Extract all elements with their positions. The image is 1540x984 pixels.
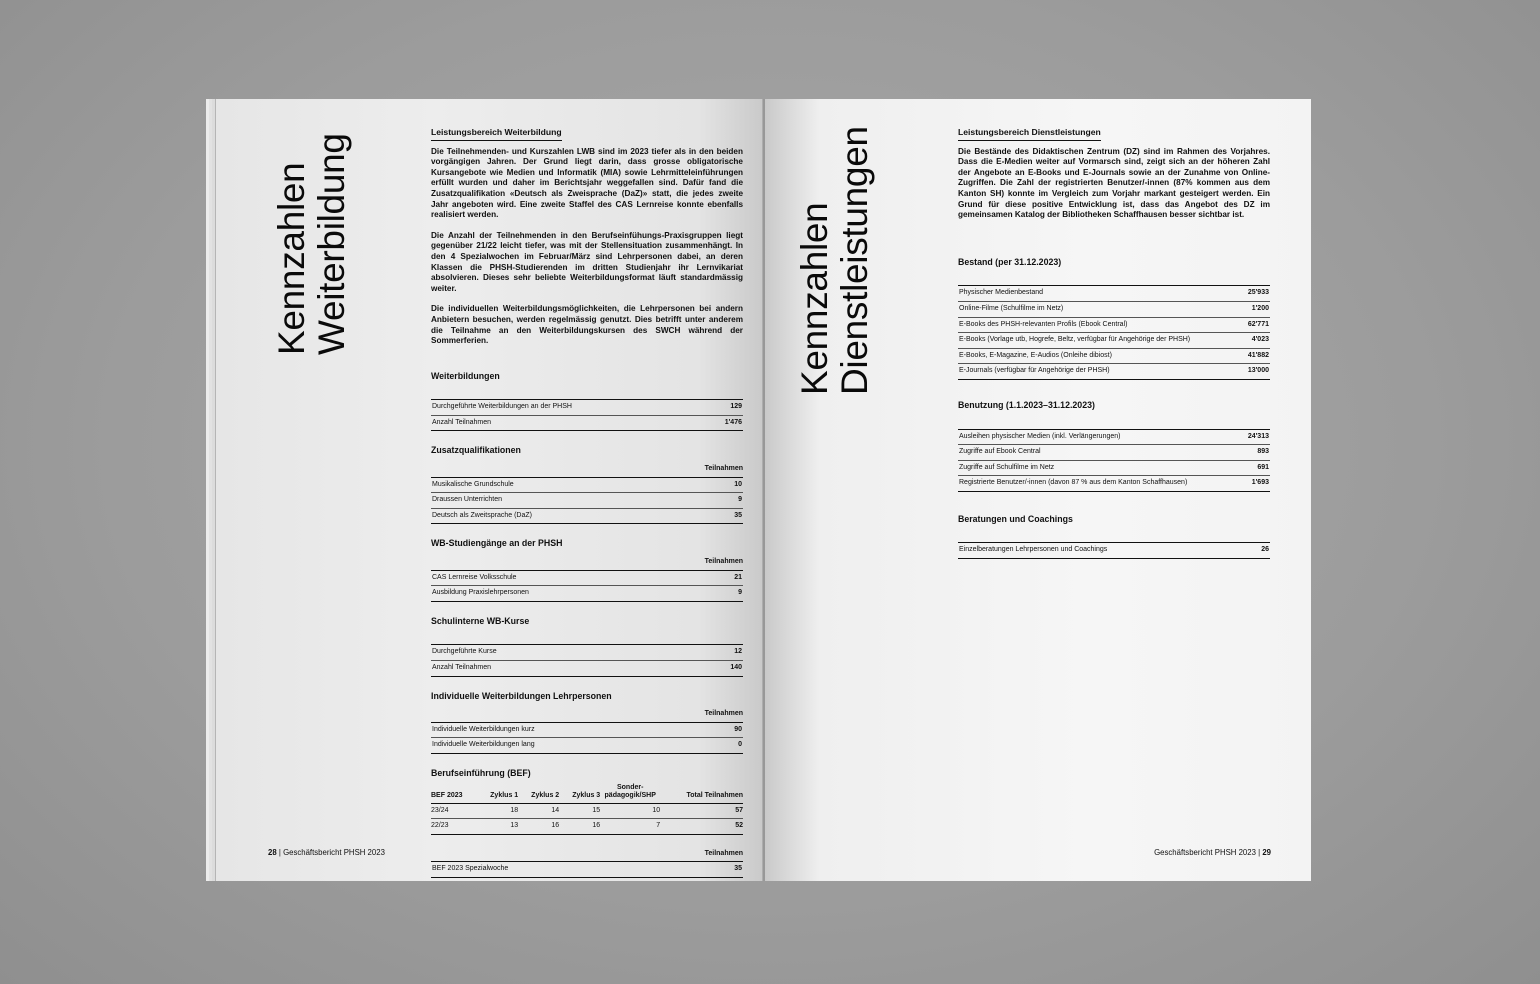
row-label: Zugriffe auf Ebook Central (958, 445, 1241, 461)
table-row (431, 738, 743, 754)
weiterbildungen-title: Weiterbildungen (431, 370, 500, 381)
row-value: 35 (708, 862, 743, 878)
bef-cell: 13 (477, 819, 518, 835)
right-folio (1154, 848, 1271, 857)
row-label: Online-Filme (Schulfilme im Netz) (958, 301, 1242, 317)
paragraph: Die Bestände des Didaktischen Zentrum (DZ) sind im Rahmen des Vorjahres. Dass die E-Medien weiter auf Vormarsch sind, zeigt sich an der höheren Zahl der Angebote an E-Books und E-Journals sowie an der Zunahme von Online-Zugriffen. Die Zahl der registrierten Benutzer/-innen (87% kommen aus dem Kanton SH) konnte im Vergleich zum Vorjahr markant gesteigert werden. Ein Grund für diese positive Entwicklung ist, dass das Angebot des DZ im gemeinsamen Katalog der Bibliotheken Schaffhausen besser sichtbar ist. (958, 146, 1270, 220)
row-label: Anzahl Teilnahmen (431, 415, 706, 431)
table-row (958, 445, 1270, 461)
zusatz-title: Zusatzqualifikationen (431, 445, 521, 456)
left-title-line2: Weiterbildung (311, 133, 352, 355)
row-value: 13'000 (1242, 364, 1270, 380)
row-label: Zugriffe auf Schulfilme im Netz (958, 460, 1241, 476)
column-header: Teilnahmen (704, 710, 743, 718)
wbstudien-title: WB-Studiengänge an der PHSH (431, 538, 563, 549)
right-page (765, 99, 1311, 881)
row-value: 21 (715, 570, 743, 586)
row-value: 1'693 (1241, 476, 1270, 492)
row-label: E-Books (Vorlage utb, Hogrefe, Beltz, verfügbar für Angehörige der PHSH) (958, 333, 1242, 349)
right-vertical-title (795, 125, 875, 395)
right-title-line2: Dienstleistungen (834, 126, 875, 395)
row-label: Durchgeführte Weiterbildungen an der PHSH (431, 400, 706, 416)
bestand-table (958, 285, 1270, 380)
paragraph: Die Anzahl der Teilnehmenden in den Berufseinfühungs-Praxisgruppen liegt gegenüber 21/22 leicht tiefer, was mit der Stellensituation zusammenhängt. In den 4 Spezialwochen im Februar/März sind Lehrpersonen dabei, an deren Klassen die PHSH-Studierenden im dritten Studienjahr ihr Lernvikariat absolvieren. Dieses sehr beliebte Weiterbildungsformat läuft standardmässig weiter. (431, 230, 743, 293)
row-label: E-Books des PHSH-relevanten Profils (Ebook Central) (958, 317, 1242, 333)
table-row (431, 819, 743, 835)
row-value: 10 (715, 477, 743, 493)
zusatz-table (431, 477, 743, 525)
bef-header: Zyklus 1 (477, 783, 518, 804)
column-header: Teilnahmen (704, 558, 743, 566)
row-value: 691 (1241, 460, 1270, 476)
row-value: 9 (715, 586, 743, 602)
table-row (958, 348, 1270, 364)
benutzung-title: Benutzung (1.1.2023–31.12.2023) (958, 399, 1095, 410)
row-value: 35 (715, 508, 743, 524)
page-number: 28 (268, 848, 277, 857)
section-label: Leistungsbereich Weiterbildung (431, 127, 562, 141)
schulintern-title: Schulinterne WB-Kurse (431, 615, 530, 626)
table-row (958, 364, 1270, 380)
row-value: 24'313 (1241, 429, 1270, 445)
table-row (431, 645, 743, 661)
row-value: 12 (689, 645, 743, 661)
bef-header: BEF 2023 (431, 783, 477, 804)
row-label: CAS Lernreise Volksschule (431, 570, 715, 586)
bestand-title: Bestand (per 31.12.2023) (958, 256, 1062, 267)
row-value: 62'771 (1242, 317, 1270, 333)
bef-header: Total Teilnahmen (660, 783, 743, 804)
row-label: Individuelle Weiterbildungen lang (431, 738, 716, 754)
left-folio (268, 848, 385, 857)
bef-cell: 52 (660, 819, 743, 835)
left-vertical-title (272, 125, 352, 355)
row-label: BEF 2023 Spezialwoche (431, 862, 708, 878)
row-value: 90 (716, 722, 743, 738)
left-title-line1: Kennzahlen (271, 162, 312, 355)
table-row (431, 570, 743, 586)
row-value: 9 (715, 493, 743, 509)
row-label: Registrierte Benutzer/-innen (davon 87 % aus dem Kanton Schaffhausen) (958, 476, 1241, 492)
bef-spezial-table (431, 861, 743, 878)
folio-text: Geschäftsbericht PHSH 2023 (1154, 848, 1256, 857)
row-label: Anzahl Teilnahmen (431, 661, 689, 677)
row-label: Durchgeführte Kurse (431, 645, 689, 661)
table-row (431, 803, 743, 819)
folio-separator: | (1258, 848, 1263, 857)
beratungen-title: Beratungen und Coachings (958, 513, 1073, 524)
row-value: 893 (1241, 445, 1270, 461)
folio-separator: | (278, 848, 284, 857)
row-value: 1'476 (706, 415, 744, 431)
table-row (958, 333, 1270, 349)
table-row (958, 476, 1270, 492)
right-content-column (958, 127, 1270, 559)
column-header: Teilnahmen (704, 849, 743, 857)
row-label: E-Books, E-Magazine, E-Audios (Onleihe dibiost) (958, 348, 1242, 364)
paragraph: Die individuellen Weiterbildungsmöglichkeiten, die Lehrpersonen bei andern Anbietern besuchen, werden regelmässig genutzt. Dies betrifft unter anderem die Teilnahme an den Weiterbildungskursen des SWCH während der Sommerferien. (431, 304, 743, 346)
row-label: E-Journals (verfügbar für Angehörige der PHSH) (958, 364, 1242, 380)
bef-cell: 57 (660, 803, 743, 819)
table-row (431, 400, 743, 416)
table-row (958, 301, 1270, 317)
row-value: 26 (1251, 543, 1270, 559)
beratungen-table (958, 542, 1270, 559)
bef-cell: 15 (559, 803, 600, 819)
bef-header: Zyklus 2 (518, 783, 559, 804)
row-value: 41'882 (1242, 348, 1270, 364)
bef-table (431, 783, 743, 835)
wbstudien-table (431, 570, 743, 602)
bef-cell: 16 (559, 819, 600, 835)
folio-text: Geschäftsbericht PHSH 2023 (283, 848, 385, 857)
row-value: 0 (716, 738, 743, 754)
individuell-title: Individuelle Weiterbildungen Lehrpersonen (431, 690, 612, 701)
section-label: Leistungsbereich Dienstleistungen (958, 127, 1101, 141)
table-row (431, 586, 743, 602)
page-number: 29 (1262, 848, 1271, 857)
table-row (958, 286, 1270, 302)
schulintern-table (431, 644, 743, 676)
column-header: Teilnahmen (704, 465, 743, 473)
row-label: Ausbildung Praxislehrpersonen (431, 586, 715, 602)
table-row (431, 493, 743, 509)
row-label: Musikalische Grundschule (431, 477, 715, 493)
row-value: 25'933 (1242, 286, 1270, 302)
right-title-line1: Kennzahlen (794, 202, 835, 395)
table-row (431, 508, 743, 524)
row-label: Individuelle Weiterbildungen kurz (431, 722, 716, 738)
row-label: Deutsch als Zweitsprache (DaZ) (431, 508, 715, 524)
table-row (431, 722, 743, 738)
benutzung-table (958, 429, 1270, 492)
left-content-column (431, 127, 743, 878)
bef-header: Zyklus 3 (559, 783, 600, 804)
table-row (958, 429, 1270, 445)
row-label: Einzelberatungen Lehrpersonen und Coachings (958, 543, 1251, 559)
table-row (431, 862, 743, 878)
bef-cell: 16 (518, 819, 559, 835)
table-row (958, 317, 1270, 333)
bef-cell: 10 (600, 803, 660, 819)
bef-cell: 7 (600, 819, 660, 835)
bef-header: Sonder-pädagogik/SHP (600, 783, 660, 804)
individuell-table (431, 722, 743, 754)
bef-cell: 23/24 (431, 803, 477, 819)
paragraph: Die Teilnehmenden- und Kurszahlen LWB sind im 2023 tiefer als in den beiden vorgängigen Jahren. Der Grund liegt darin, dass grosse obligatorische Kursangebote wie Medien und Informatik (MIA) sowie Lehrmitteleinführungen erfüllt wurden und daher im Berichtsjahr weggefallen sind. Dafür fand die Zusatzqualifikation «Deutsch als Zweisprache (DaZ)» statt, die jedes zweite Jahr angeboten wird. Eine zweite Staffel des CAS Lernreise konnte ebenfalls realisiert werden. (431, 146, 743, 220)
table-row (958, 543, 1270, 559)
table-row (431, 661, 743, 677)
bef-title: Berufseinführung (BEF) (431, 767, 531, 778)
table-row (431, 477, 743, 493)
bef-cell: 22/23 (431, 819, 477, 835)
left-page (216, 99, 764, 881)
row-label: Physischer Medienbestand (958, 286, 1242, 302)
bef-cell: 14 (518, 803, 559, 819)
row-label: Draussen Unterrichten (431, 493, 715, 509)
row-label: Ausleihen physischer Medien (inkl. Verlängerungen) (958, 429, 1241, 445)
row-value: 4'023 (1242, 333, 1270, 349)
table-row (958, 460, 1270, 476)
weiterbildungen-table (431, 399, 743, 431)
row-value: 129 (706, 400, 744, 416)
row-value: 1'200 (1242, 301, 1270, 317)
bef-header-row (431, 783, 743, 804)
table-row (431, 415, 743, 431)
row-value: 140 (689, 661, 743, 677)
bef-cell: 18 (477, 803, 518, 819)
